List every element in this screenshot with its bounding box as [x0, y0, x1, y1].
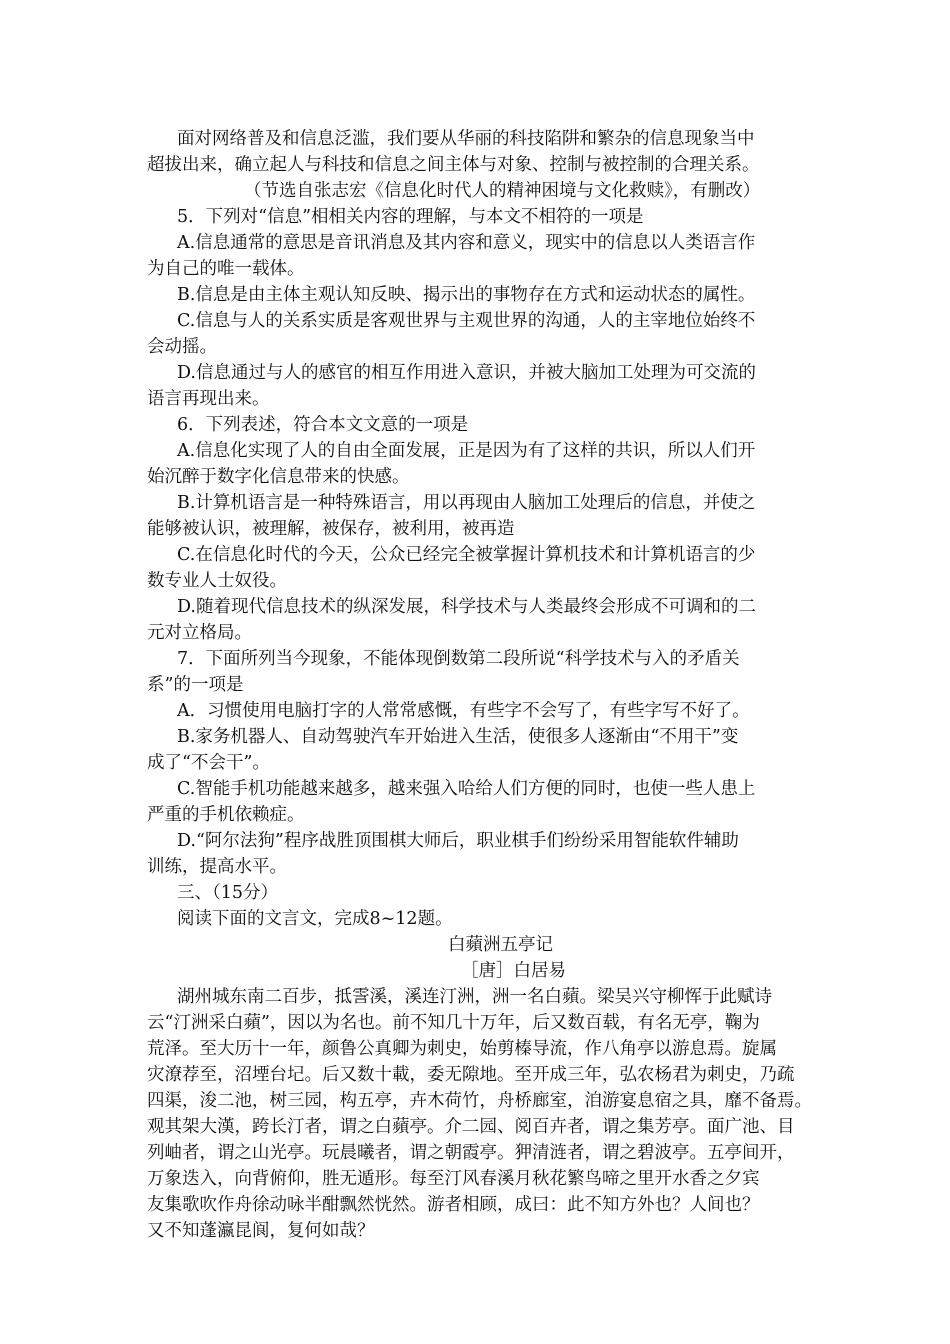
option-b-cont: 成了“不会干”。 — [147, 753, 270, 773]
option-b: B.信息是由主体主观认知反映、揭示出的事物存在方式和运动状态的属性。 — [177, 285, 756, 305]
passage-author: ［唐］白居易 — [461, 961, 566, 981]
passage-line: 万象迭入，向背俯仰，胜无遁形。每至汀风春溪月秋花繁鸟啼之里开水香之夕宾 — [147, 1169, 760, 1189]
passage-line: 观其架大漢，跨长汀者，谓之白蘋亭。介二园、阅百卉者，谓之集芳亭。面广池、目 — [147, 1117, 795, 1137]
passage-line: 四渠，浚二池，树三园，构五亭，卉木荷竹，舟桥廊室，洎游宴息宿之具，靡不备焉。 — [147, 1091, 812, 1111]
question-5: 5．下列对“信息”相相关内容的理解，与本文不相符的一项是 — [177, 207, 644, 227]
option-c-cont: 数专业人士奴役。 — [147, 571, 287, 591]
option-d-cont: 训练，提高水平。 — [147, 857, 287, 877]
paragraph-line: 面对网络普及和信息泛滥，我们要从华丽的科技陷阱和繁杂的信息现象当中 — [177, 129, 755, 149]
question-7: 7．下面所列当今现象，不能体现倒数第二段所说“科学技术与入的矛盾关 — [177, 649, 740, 669]
option-a: A.信息通常的意思是音讯消息及其内容和意义，现实中的信息以人类语言作 — [177, 233, 756, 253]
option-a: A．习惯使用电脑打字的人常常感慨，有些字不会写了，有些字写不好了。 — [177, 701, 750, 721]
option-b-cont: 能够被认识，被理解，被保存，被利用，被再造 — [147, 519, 515, 539]
passage-line: 灾潦荐至，沼堙台圮。后又数十載，委无隙地。至开成三年，弘农杨君为刺史，乃疏 — [147, 1065, 795, 1085]
option-d-cont: 语言再现出来。 — [147, 389, 270, 409]
passage-line: 列岫者，谓之山光亭。玩晨曦者，谓之朝霞亭。狎清涟者，谓之碧波亭。五亭间开， — [147, 1143, 795, 1163]
passage-line: 荒泽。至大历十一年，颜鲁公真卿为刺史，始剪榛导流，作八角亭以游息焉。旋属 — [147, 1039, 777, 1059]
option-a-cont: 始沉醉于数字化信息带来的快感。 — [147, 467, 410, 487]
section-heading: 三、（15分） — [177, 883, 279, 903]
passage-title: 白蘋洲五亭记 — [448, 935, 553, 955]
option-b: B.家务机器人、自动驾驶汽车开始进入生活，使很多人逐渐由“不用干”变 — [177, 727, 739, 747]
option-c-cont: 会动摇。 — [147, 337, 217, 357]
option-a: A.信息化实现了人的自由全面发展，正是因为有了这样的共识，所以人们开 — [177, 441, 756, 461]
option-c: C.智能手机功能越来越多，越来强入哈给人们方便的同时，也使一些人患上 — [177, 779, 756, 799]
instruction: 阅读下面的文言文，完成8~12题。 — [177, 909, 453, 929]
option-d: D.“阿尔法狗”程序战胜顶围棋大师后，职业棋手们纷纷采用智能软件辅助 — [177, 831, 739, 851]
option-d-cont: 元对立格局。 — [147, 623, 252, 643]
option-b: B.计算机语言是一种特殊语言，用以再现由人脑加工处理后的信息，并使之 — [177, 493, 756, 513]
option-c: C.信息与人的关系实质是客观世界与主观世界的沟通，人的主宰地位始终不 — [177, 311, 756, 331]
paragraph-line: 超拔出来，确立起人与科技和信息之间主体与对象、控制与被控制的合理关系。 — [147, 155, 760, 175]
passage-line: 云“汀洲采白蘋”，因以为名也。前不知几十万年，后又数百载，有名无亭，鞠为 — [147, 1013, 760, 1033]
option-c: C.在信息化时代的今天，公众已经完全被掌握计算机技术和计算机语言的少 — [177, 545, 756, 565]
question-7-cont: 系”的一项是 — [147, 675, 244, 695]
option-c-cont: 严重的手机依赖症。 — [147, 805, 305, 825]
option-d: D.信息通过与人的感官的相互作用进入意识，并被大脑加工处理为可交流的 — [177, 363, 756, 383]
passage-line: 湖州城东南二百步，抵霅溪，溪连汀洲，洲一名白蘋。梁吴兴守柳恽于此赋诗 — [177, 987, 772, 1007]
passage-line: 友集歌吹作舟徐动咏半酣飘然恍然。游者相顾，成曰：此不知方外也？人间也？ — [147, 1195, 760, 1215]
option-d: D.随着现代信息技术的纵深发展，科学技术与人类最终会形成不可调和的二 — [177, 597, 756, 617]
option-a-cont: 为自己的唯一载体。 — [147, 259, 305, 279]
question-6: 6．下列表述，符合本文文意的一项是 — [177, 415, 469, 435]
source-citation: （节选自张志宏《信息化时代人的精神困境与文化救赎》，有删改） — [244, 181, 761, 201]
passage-line: 又不知蓬瀛昆阆，复何如哉？ — [147, 1221, 375, 1241]
